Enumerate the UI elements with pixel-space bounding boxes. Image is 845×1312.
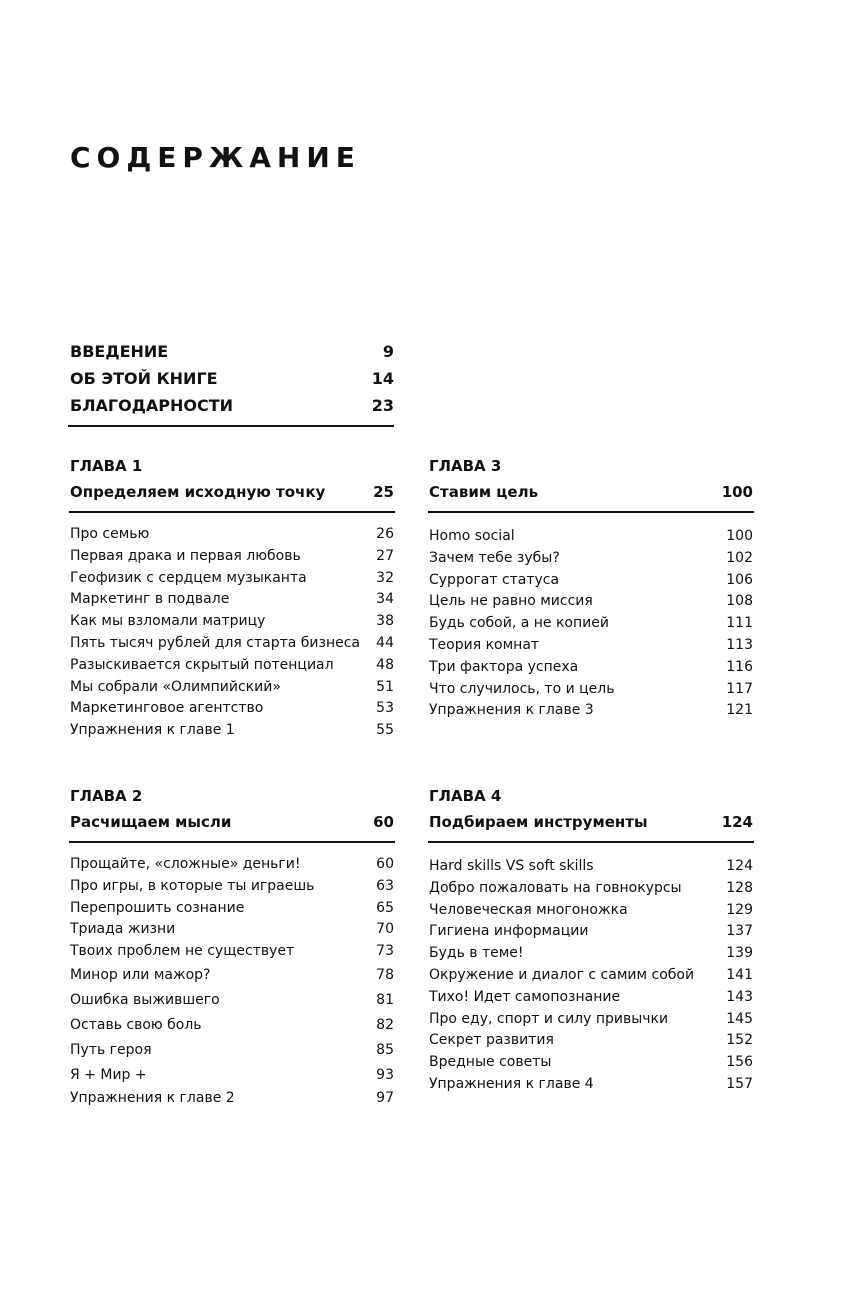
toc-item[interactable] xyxy=(70,655,394,677)
toc-item[interactable] xyxy=(70,1088,394,1110)
toc-item[interactable] xyxy=(70,524,394,546)
toc-item[interactable] xyxy=(429,965,753,987)
toc-item-page: 38 xyxy=(376,613,394,630)
toc-item[interactable] xyxy=(70,919,394,941)
toc-item[interactable] xyxy=(429,878,753,900)
toc-item-title: Как мы взломали матрицу xyxy=(70,613,266,630)
toc-item[interactable] xyxy=(429,570,753,592)
toc-item-page: 27 xyxy=(376,547,394,564)
toc-item[interactable] xyxy=(70,546,394,568)
chapter-divider xyxy=(428,511,754,513)
chapter-items xyxy=(70,854,394,1110)
toc-item-title: Цель не равно миссия xyxy=(429,593,593,610)
chapter-items xyxy=(70,524,394,742)
toc-item-title: Тихо! Идет самопознание xyxy=(429,988,621,1005)
toc-entry-title: ОБ ЭТОЙ КНИГЕ xyxy=(70,369,218,388)
toc-item-page: 65 xyxy=(376,899,394,916)
front-matter-divider xyxy=(68,425,394,427)
toc-item-page: 44 xyxy=(376,634,394,651)
chapter-heading[interactable] xyxy=(429,809,753,835)
toc-item-page: 137 xyxy=(726,923,753,940)
toc-item[interactable] xyxy=(70,677,394,699)
toc-item[interactable] xyxy=(70,941,394,963)
chapter-divider xyxy=(69,841,395,843)
toc-item[interactable] xyxy=(429,900,753,922)
toc-item-page: 116 xyxy=(726,658,753,675)
toc-item-page: 85 xyxy=(376,1041,394,1058)
toc-item-title: Маркетинг в подвале xyxy=(70,591,230,608)
toc-item-title: Три фактора успеха xyxy=(429,658,579,675)
toc-item-page: 82 xyxy=(376,1016,394,1033)
toc-item[interactable] xyxy=(70,854,394,876)
toc-item[interactable] xyxy=(429,1052,753,1074)
toc-item-title: Будь в теме! xyxy=(429,945,524,962)
toc-item[interactable] xyxy=(70,568,394,590)
toc-item-title: Мы собрали «Олимпийский» xyxy=(70,678,281,695)
toc-item-page: 152 xyxy=(726,1032,753,1049)
toc-entry-page: 9 xyxy=(382,342,394,361)
chapter-heading[interactable] xyxy=(429,479,753,505)
toc-item-page: 113 xyxy=(726,636,753,653)
toc-item-page: 124 xyxy=(726,858,753,874)
toc-item[interactable] xyxy=(429,1074,753,1096)
toc-item-title: Про семью xyxy=(70,526,150,542)
toc-item-page: 93 xyxy=(376,1066,394,1083)
toc-item[interactable] xyxy=(429,856,753,878)
toc-item-title: Homo social xyxy=(429,528,515,544)
chapter-label: ГЛАВА 1 xyxy=(70,457,143,475)
toc-item[interactable] xyxy=(429,700,753,722)
toc-item[interactable] xyxy=(70,963,394,988)
toc-item-title: Упражнения к главе 1 xyxy=(70,722,235,739)
toc-item-page: 128 xyxy=(726,879,753,896)
toc-item-title: Человеческая многоножка xyxy=(429,901,628,918)
toc-item-title: Гигиена информации xyxy=(429,923,589,940)
toc-item[interactable] xyxy=(70,876,394,898)
toc-item-title: Путь героя xyxy=(70,1041,152,1058)
chapter-divider xyxy=(428,841,754,843)
toc-item-title: Перепрошить сознание xyxy=(70,899,245,916)
toc-item-title: Геофизик с сердцем музыканта xyxy=(70,569,307,586)
toc-item[interactable] xyxy=(429,526,753,548)
toc-entry-acknowledgements[interactable] xyxy=(70,392,394,419)
toc-item[interactable] xyxy=(429,613,753,635)
toc-item-title: Ошибка выжившего xyxy=(70,991,220,1008)
toc-item-title: Первая драка и первая любовь xyxy=(70,547,301,564)
chapter-label: ГЛАВА 2 xyxy=(70,787,143,805)
toc-entry-title: БЛАГОДАРНОСТИ xyxy=(70,396,234,415)
toc-item[interactable] xyxy=(70,633,394,655)
toc-item[interactable] xyxy=(429,1009,753,1031)
chapter-1-section xyxy=(70,455,394,742)
toc-item[interactable] xyxy=(70,1038,394,1063)
chapter-label: ГЛАВА 4 xyxy=(429,787,502,805)
toc-item-page: 111 xyxy=(726,615,753,632)
toc-item-page: 60 xyxy=(376,856,394,872)
toc-item-title: Твоих проблем не существует xyxy=(70,943,295,960)
toc-item-page: 129 xyxy=(726,901,753,918)
toc-item-page: 141 xyxy=(726,966,753,983)
toc-item-page: 32 xyxy=(376,569,394,586)
toc-item-title: Суррогат статуса xyxy=(429,571,560,588)
toc-item-page: 156 xyxy=(726,1054,753,1071)
toc-item-page: 81 xyxy=(376,991,394,1008)
toc-item[interactable] xyxy=(429,635,753,657)
toc-item[interactable] xyxy=(429,657,753,679)
toc-item[interactable] xyxy=(70,611,394,633)
chapter-3-section xyxy=(429,455,753,722)
toc-item-title: Теория комнат xyxy=(429,636,540,653)
toc-item[interactable] xyxy=(70,720,394,742)
toc-item[interactable] xyxy=(429,1030,753,1052)
toc-item[interactable] xyxy=(70,1063,394,1088)
toc-item-page: 143 xyxy=(726,988,753,1005)
front-matter-list xyxy=(70,338,394,419)
toc-item-page: 139 xyxy=(726,945,753,962)
toc-item[interactable] xyxy=(70,898,394,920)
toc-item-page: 70 xyxy=(376,921,394,938)
toc-item-page: 34 xyxy=(376,591,394,608)
toc-item-title: Я + Мир + xyxy=(70,1066,147,1083)
toc-item[interactable] xyxy=(70,698,394,720)
toc-item-page: 108 xyxy=(726,593,753,610)
chapter-title: Определяем исходную точку xyxy=(70,483,326,501)
chapter-label: ГЛАВА 3 xyxy=(429,457,502,475)
toc-item-title: Оставь свою боль xyxy=(70,1016,202,1033)
toc-item-title: Разыскивается скрытый потенциал xyxy=(70,656,334,673)
toc-entry-introduction[interactable] xyxy=(70,338,394,365)
toc-item[interactable] xyxy=(429,921,753,943)
chapter-4-section xyxy=(429,785,753,1096)
toc-item-title: Маркетинговое агентство xyxy=(70,700,264,717)
toc-item-page: 117 xyxy=(726,680,753,697)
chapter-2-section xyxy=(70,785,394,1110)
chapter-page: 100 xyxy=(721,483,753,501)
chapter-page: 25 xyxy=(373,483,394,501)
toc-item-title: Минор или мажор? xyxy=(70,966,211,983)
toc-item-title: Добро пожаловать на говнокурсы xyxy=(429,879,682,896)
chapter-divider xyxy=(69,511,395,513)
chapter-page: 124 xyxy=(721,813,753,831)
toc-item-page: 53 xyxy=(376,700,394,717)
toc-entry-page: 23 xyxy=(371,396,394,415)
toc-item-title: Окружение и диалог с самим собой xyxy=(429,966,695,983)
chapter-heading[interactable] xyxy=(70,809,394,835)
chapter-page: 60 xyxy=(373,813,394,831)
chapter-title: Расчищаем мысли xyxy=(70,813,232,831)
chapter-items xyxy=(429,526,753,722)
toc-item-page: 48 xyxy=(376,656,394,673)
toc-item-title: Про игры, в которые ты играешь xyxy=(70,877,315,894)
toc-item-page: 100 xyxy=(726,528,753,544)
toc-item[interactable] xyxy=(70,988,394,1013)
toc-item[interactable] xyxy=(70,1013,394,1038)
toc-entry-about-book[interactable] xyxy=(70,365,394,392)
toc-item-title: Упражнения к главе 2 xyxy=(70,1089,235,1106)
toc-item-title: Hard skills VS soft skills xyxy=(429,858,594,874)
toc-item-page: 55 xyxy=(376,722,394,739)
toc-item[interactable] xyxy=(429,679,753,701)
toc-item-title: Зачем тебе зубы? xyxy=(429,549,560,566)
toc-item-title: Триада жизни xyxy=(70,921,176,938)
toc-item-title: Упражнения к главе 4 xyxy=(429,1075,594,1092)
toc-entry-title: ВВЕДЕНИЕ xyxy=(70,342,169,361)
toc-item-page: 51 xyxy=(376,678,394,695)
toc-item-page: 97 xyxy=(376,1089,394,1106)
chapter-heading[interactable] xyxy=(70,479,394,505)
toc-item-title: Упражнения к главе 3 xyxy=(429,702,594,719)
toc-item-page: 102 xyxy=(726,549,753,566)
toc-item-page: 121 xyxy=(726,702,753,719)
toc-item-title: Секрет развития xyxy=(429,1032,554,1049)
toc-item-page: 26 xyxy=(376,526,394,542)
toc-item[interactable] xyxy=(429,943,753,965)
toc-item-page: 157 xyxy=(726,1075,753,1092)
chapter-items xyxy=(429,856,753,1096)
toc-item-title: Вредные советы xyxy=(429,1054,552,1071)
toc-item-title: Что случилось, то и цель xyxy=(429,680,615,697)
toc-item-title: Прощайте, «сложные» деньги! xyxy=(70,856,301,872)
toc-item-title: Будь собой, а не копией xyxy=(429,615,609,632)
toc-entry-page: 14 xyxy=(371,369,394,388)
toc-item-page: 63 xyxy=(376,877,394,894)
toc-item[interactable] xyxy=(429,548,753,570)
toc-item[interactable] xyxy=(429,987,753,1009)
chapter-title: Подбираем инструменты xyxy=(429,813,648,831)
toc-item-page: 145 xyxy=(726,1010,753,1027)
toc-item-title: Про еду, спорт и силу привычки xyxy=(429,1010,669,1027)
page-title: СОДЕРЖАНИЕ xyxy=(70,141,361,174)
toc-item-page: 78 xyxy=(376,966,394,983)
toc-item-page: 106 xyxy=(726,571,753,588)
toc-item-page: 73 xyxy=(376,943,394,960)
toc-item-title: Пять тысяч рублей для старта бизнеса xyxy=(70,634,360,651)
toc-item[interactable] xyxy=(70,589,394,611)
chapter-title: Ставим цель xyxy=(429,483,539,501)
toc-item[interactable] xyxy=(429,591,753,613)
